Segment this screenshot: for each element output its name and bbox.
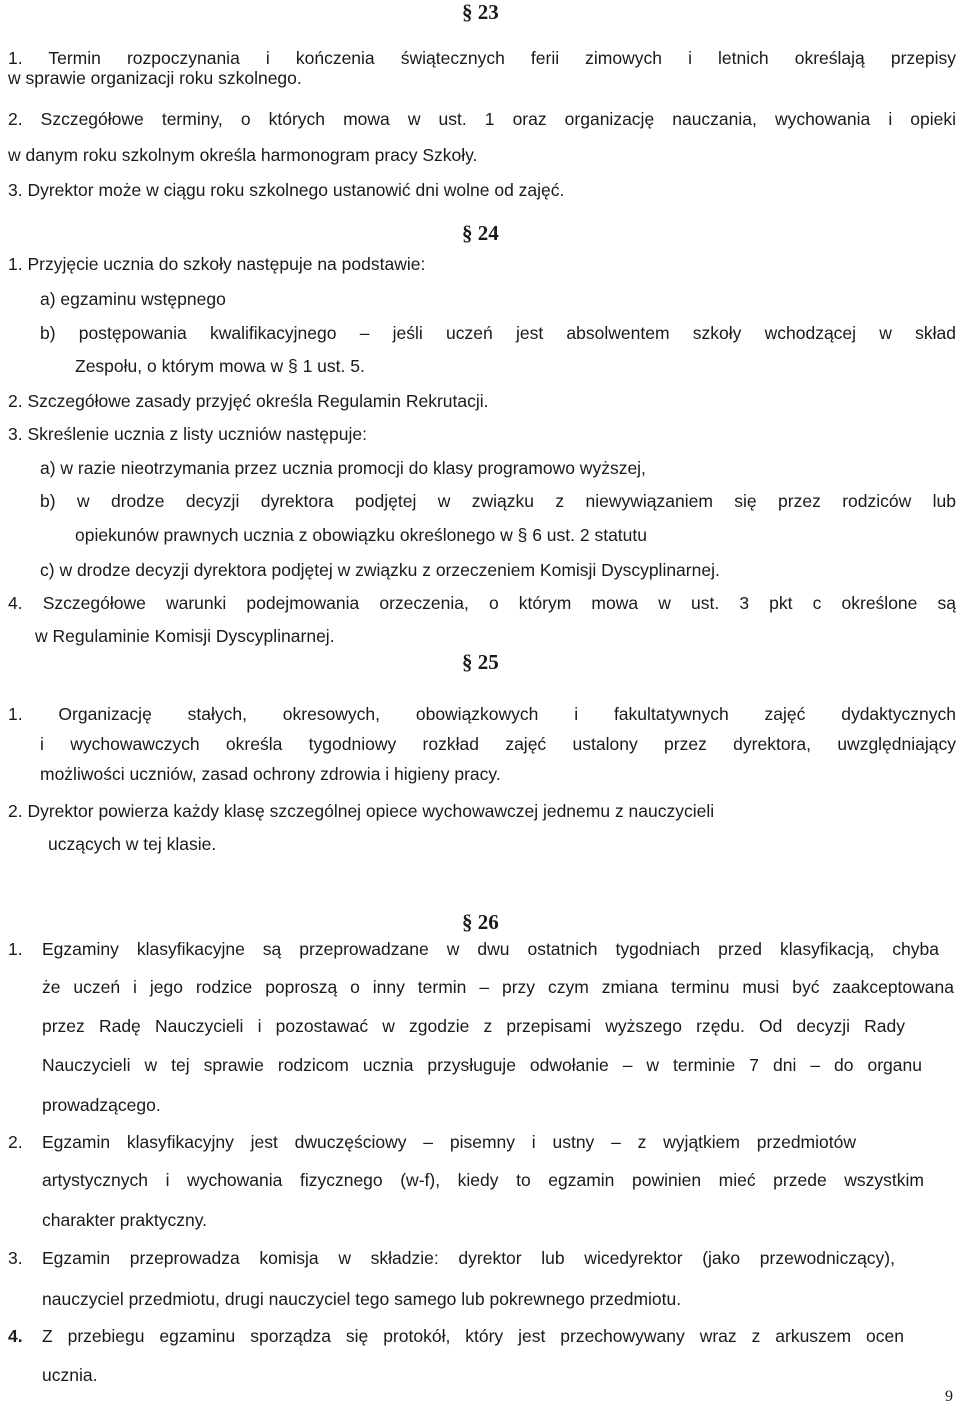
s23-p2-line1: 2. Szczegółowe terminy, o których mowa w ust. 1 oraz organizację nauczania, wychowania i opieki xyxy=(8,109,956,129)
s24-p3-a: a) w razie nieotrzymania przez ucznia promocji do klasy programowo wyższej, xyxy=(40,458,646,478)
s26-p3-line2: nauczyciel przedmiotu, drugi nauczyciel tego samego lub pokrewnego przedmiotu. xyxy=(42,1289,682,1309)
s26-p4-line2: ucznia. xyxy=(42,1365,98,1385)
s26-p3-line1: Egzamin przeprowadza komisja w składzie: dyrektor lub wicedyrektor (jako przewodniczący), xyxy=(42,1248,895,1268)
s24-p3-b-line2: opiekunów prawnych ucznia z obowiązku określonego w § 6 ust. 2 statutu xyxy=(75,525,647,545)
s26-p1-line1: Egzaminy klasyfikacyjne są przeprowadzane w dwu ostatnich tygodniach przed klasyfikacją, chyba xyxy=(42,939,939,959)
s23-p1-line2: w sprawie organizacji roku szkolnego. xyxy=(8,68,302,88)
section-23-heading: § 23 xyxy=(462,0,499,24)
s23-p1-line1: 1. Termin rozpoczynania i kończenia świątecznych ferii zimowych i letnich określają przepisy xyxy=(8,48,956,68)
section-25-heading: § 25 xyxy=(462,650,499,674)
s26-p1-line4: Nauczycieli w tej sprawie rodzicom ucznia przysługuje odwołanie – w terminie 7 dni – do organu xyxy=(42,1055,922,1075)
s24-p1-a: a) egzaminu wstępnego xyxy=(40,289,226,309)
s24-p2: 2. Szczegółowe zasady przyjęć określa Regulamin Rekrutacji. xyxy=(8,391,489,411)
s25-p1-line3: możliwości uczniów, zasad ochrony zdrowia i higieny pracy. xyxy=(40,764,501,784)
s26-p4-line1: Z przebiegu egzaminu sporządza się protokół, który jest przechowywany wraz z arkuszem ocen xyxy=(42,1326,904,1346)
page-number: 9 xyxy=(945,1388,953,1405)
s25-p2-line1: 2. Dyrektor powierza każdy klasę szczególnej opiece wychowawczej jednemu z nauczycieli xyxy=(8,801,715,821)
s24-p1-b-line1: b) postępowania kwalifikacyjnego – jeśli uczeń jest absolwentem szkoły wchodzącej w skład xyxy=(40,323,956,343)
s24-p4-line2: w Regulaminie Komisji Dyscyplinarnej. xyxy=(35,626,335,646)
s26-p4-number: 4. xyxy=(8,1326,23,1346)
s26-p2-line2: artystycznych i wychowania fizycznego (w-f), kiedy to egzamin powinien mieć przede wszystkim xyxy=(42,1170,924,1190)
section-24-heading: § 24 xyxy=(462,221,499,245)
s26-p1-line5: prowadzącego. xyxy=(42,1095,161,1115)
s23-p2-line2: w danym roku szkolnym określa harmonogram pracy Szkoły. xyxy=(8,145,478,165)
s26-p2-number: 2. xyxy=(8,1132,23,1152)
section-26-heading: § 26 xyxy=(462,910,499,934)
s25-p1-line2: i wychowawczych określa tygodniowy rozkład zajęć ustalony przez dyrektora, uwzględniający xyxy=(40,734,956,754)
s26-p3-number: 3. xyxy=(8,1248,23,1268)
s25-p1-line1: 1. Organizację stałych, okresowych, obowiązkowych i fakultatywnych zajęć dydaktycznych xyxy=(8,704,956,724)
s24-p3-b-line1: b) w drodze decyzji dyrektora podjętej w związku z niewywiązaniem się przez rodziców lub xyxy=(40,491,956,511)
s24-p1: 1. Przyjęcie ucznia do szkoły następuje na podstawie: xyxy=(8,254,426,274)
s24-p3: 3. Skreślenie ucznia z listy uczniów następuje: xyxy=(8,424,367,444)
s24-p4-line1: 4. Szczegółowe warunki podejmowania orzeczenia, o którym mowa w ust. 3 pkt c określone są xyxy=(8,593,956,613)
s24-p1-b-line2: Zespołu, o którym mowa w § 1 ust. 5. xyxy=(75,356,365,376)
s26-p2-line3: charakter praktyczny. xyxy=(42,1210,208,1230)
s25-p2-line2: uczących w tej klasie. xyxy=(48,834,217,854)
s26-p1-number: 1. xyxy=(8,939,23,959)
s26-p1-line3: przez Radę Nauczycieli i pozostawać w zgodzie z przepisami wyższego rzędu. Od decyzji Rady xyxy=(42,1016,905,1036)
s23-p3: 3. Dyrektor może w ciągu roku szkolnego ustanowić dni wolne od zajęć. xyxy=(8,180,565,200)
s24-p3-c: c) w drodze decyzji dyrektora podjętej w związku z orzeczeniem Komisji Dyscyplinarnej. xyxy=(40,560,720,580)
s26-p2-line1: Egzamin klasyfikacyjny jest dwuczęściowy – pisemny i ustny – z wyjątkiem przedmiotów xyxy=(42,1132,856,1152)
s26-p1-line2: że uczeń i jego rodzice poproszą o inny termin – przy czym zmiana terminu musi być zaakceptowana xyxy=(42,977,954,997)
